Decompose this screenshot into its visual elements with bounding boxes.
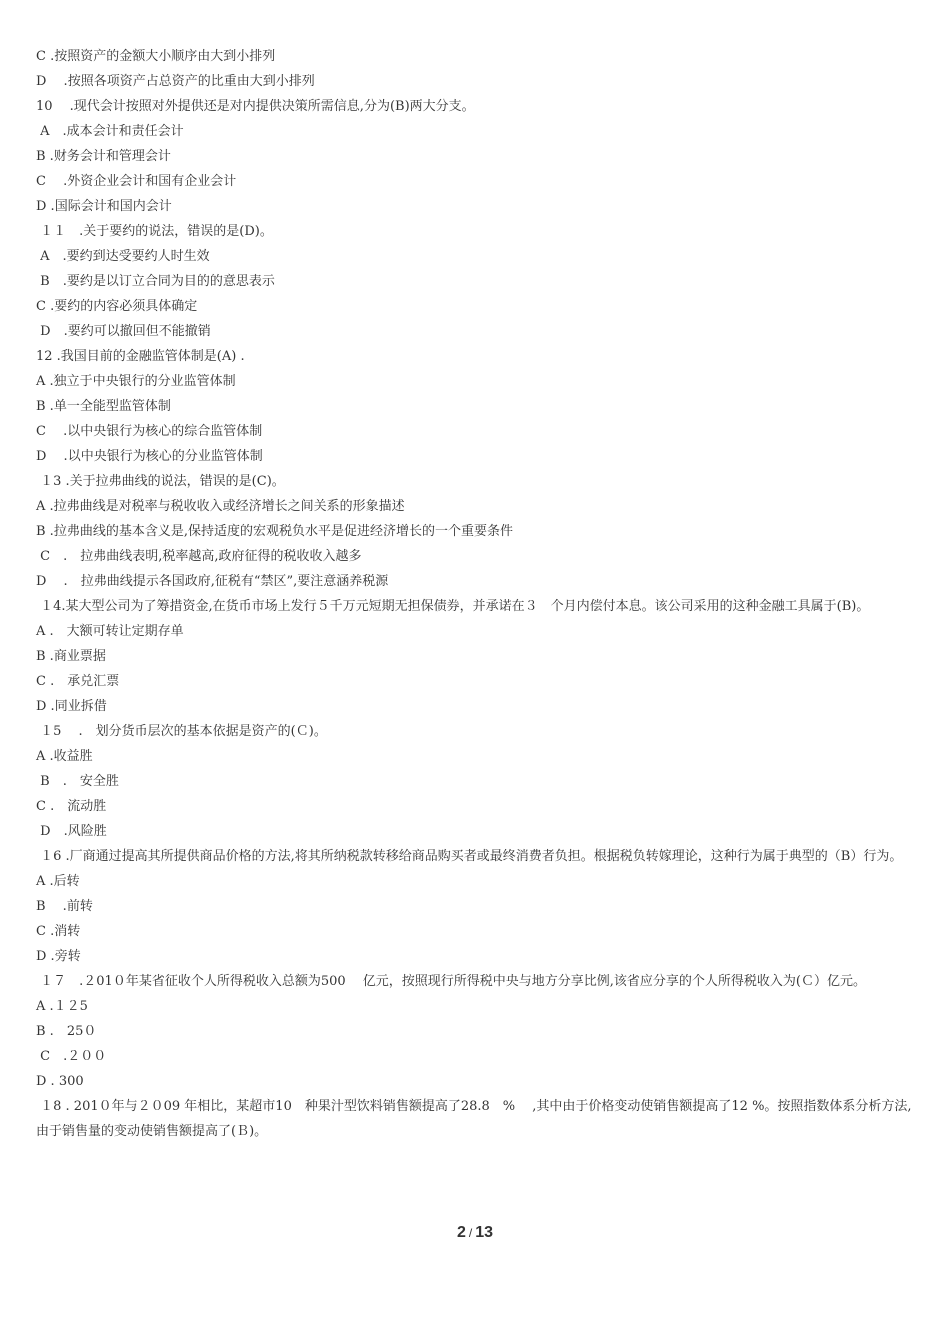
page-total: 13 (475, 1224, 494, 1241)
text-line: D .按照各项资产占总资产的比重由大到小排列 (36, 74, 315, 89)
text-line: D .国际会计和国内会计 (36, 199, 172, 214)
text-line: A .后转 (36, 874, 80, 889)
text-line: C . 流动胜 (36, 799, 107, 814)
text-line: A .１２5 (36, 999, 88, 1014)
page-number (0, 1224, 950, 1242)
text-line: B . 安全胜 (36, 774, 119, 789)
text-line: B .要约是以订立合同为目的的意思表示 (36, 274, 275, 289)
text-line: D .旁转 (36, 949, 81, 964)
text-line: C .要约的内容必须具体确定 (36, 299, 198, 314)
text-line: B .前转 (36, 899, 93, 914)
text-line: １１ .关于要约的说法，错误的是(D)。 (36, 224, 273, 239)
text-line: １8 . 201０年与２０09 年相比，某超市10 种果汁型饮料销售额提高了28.8 % ,其中由于价格变动使销售额提高了12 %。按照指数体系分析方法,由于销售量的变动使销售额提高了(Ｂ)。 (36, 1099, 912, 1139)
text-line: １6 .厂商通过提高其所提供商品价格的方法,将其所纳税款转移给商品购买者或最终消费者负担。根据税负转嫁理论，这种行为属于典型的（B）行为。 (36, 849, 903, 864)
text-line: A . 大额可转让定期存单 (36, 624, 184, 639)
text-line: １4.某大型公司为了筹措资金,在货币市场上发行５千万元短期无担保债券，并承诺在３ 个月内偿付本息。该公司采用的这种金融工具属于(B)。 (36, 599, 870, 614)
text-line: C . 拉弗曲线表明,税率越高,政府征得的税收收入越多 (36, 549, 362, 564)
text-line: D .要约可以撤回但不能撤销 (36, 324, 211, 339)
text-line: D .以中央银行为核心的分业监管体制 (36, 449, 263, 464)
text-line: C .２００ (36, 1049, 107, 1064)
text-line: C .外资企业会计和国有企业会计 (36, 174, 237, 189)
text-line: C .按照资产的金额大小顺序由大到小排列 (36, 49, 276, 64)
page-separator: / (468, 1226, 473, 1240)
text-line: A .成本会计和责任会计 (36, 124, 184, 139)
text-line: D .风险胜 (36, 824, 107, 839)
document-body (36, 44, 916, 1144)
text-line: １5 . 划分货币层次的基本依据是资产的(Ｃ)。 (36, 724, 327, 739)
text-line: C .以中央银行为核心的综合监管体制 (36, 424, 263, 439)
text-line: １3 .关于拉弗曲线的说法，错误的是(C)。 (36, 474, 285, 489)
text-line: D . 拉弗曲线提示各国政府,征税有“禁区”,要注意涵养税源 (36, 574, 389, 589)
text-line: C . 承兑汇票 (36, 674, 120, 689)
page-current: 2 (456, 1224, 466, 1241)
text-line: 12 .我国目前的金融监管体制是(A) . (36, 349, 245, 364)
text-line: A .拉弗曲线是对税率与税收收入或经济增长之间关系的形象描述 (36, 499, 405, 514)
text-line: D .同业拆借 (36, 699, 107, 714)
text-line: B .财务会计和管理会计 (36, 149, 171, 164)
text-line: A .收益胜 (36, 749, 93, 764)
text-line: 10 .现代会计按照对外提供还是对内提供决策所需信息,分为(B)两大分支。 (36, 99, 475, 114)
text-line: B .拉弗曲线的基本含义是,保持适度的宏观税负水平是促进经济增长的一个重要条件 (36, 524, 513, 539)
text-line: A .独立于中央银行的分业监管体制 (36, 374, 236, 389)
text-line: C .消转 (36, 924, 81, 939)
text-line: A .要约到达受要约人时生效 (36, 249, 210, 264)
text-line: B . 25０ (36, 1024, 97, 1039)
text-line: B .商业票据 (36, 649, 106, 664)
text-line: D . 300 (36, 1074, 84, 1089)
text-line: １７ .２01０年某省征收个人所得税收入总额为500 亿元，按照现行所得税中央与地方分享比例,该省应分享的个人所得税收入为(Ｃ）亿元。 (36, 974, 866, 989)
text-line: B .单一全能型监管体制 (36, 399, 171, 414)
